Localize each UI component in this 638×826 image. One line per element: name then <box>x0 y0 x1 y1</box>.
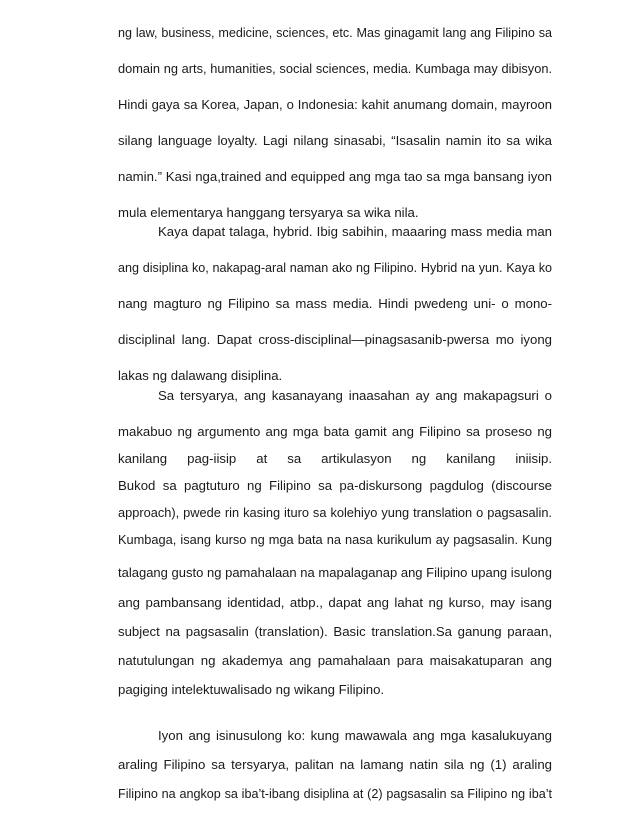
text-line: approach), pwede rin kasing ituro sa kolehiyo yung translation o pagsasalin. <box>118 505 552 520</box>
text-line: kanilang pag-iisip at sa artikulasyon ng kanilang iniisip. <box>118 451 552 466</box>
text-line: disciplinal lang. Dapat cross-disciplinal—pinagsasanib-pwersa mo iyong <box>118 332 552 347</box>
text-line: silang language loyalty. Lagi nilang sinasabi, “Isasalin namin ito sa wika <box>118 133 552 148</box>
text-line: natutulungan ng akademya ang pamahalaan para maisakatuparan ang <box>118 653 552 668</box>
text-line: namin.” Kasi nga,trained and equipped ang mga tao sa mga bansang iyon <box>118 169 552 184</box>
text-line: ng law, business, medicine, sciences, etc. Mas ginagamit lang ang Filipino sa <box>118 26 552 40</box>
text-line: subject na pagsasalin (translation). Basic translation.Sa ganung paraan, <box>118 624 552 639</box>
text-line: araling Filipino sa tersyarya, palitan na lamang natin sila ng (1) araling <box>118 757 552 772</box>
text-line: Kaya dapat talaga, hybrid. Ibig sabihin, maaaring mass media man <box>158 224 552 239</box>
text-line: lakas ng dalawang disiplina. <box>118 368 283 383</box>
text-line: nang magturo ng Filipino sa mass media. Hindi pwedeng uni- o mono- <box>118 296 552 311</box>
text-line: Iyon ang isinusulong ko: kung mawawala ang mga kasalukuyang <box>158 728 552 743</box>
text-line: domain ng arts, humanities, social sciences, media. Kumbaga may dibisyon. <box>118 61 552 76</box>
text-line: ang pambansang identidad, atbp., dapat ang lahat ng kurso, may isang <box>118 595 552 610</box>
text-line: Filipino na angkop sa iba’t-ibang disiplina at (2) pagsasalin sa Filipino ng iba’t <box>118 787 552 801</box>
text-line: Bukod sa pagtuturo ng Filipino sa pa-diskursong pagdulog (discourse <box>118 478 552 493</box>
text-line: Sa tersyarya, ang kasanayang inaasahan ay ang makapagsuri o <box>158 388 552 403</box>
text-line: pagiging intelektuwalisado ng wikang Filipino. <box>118 682 385 697</box>
text-line: Hindi gaya sa Korea, Japan, o Indonesia: kahit anumang domain, mayroon <box>118 97 552 112</box>
text-line: ang disiplina ko, nakapag-aral naman ako ng Filipino. Hybrid na yun. Kaya ko <box>118 261 552 275</box>
text-line: Kumbaga, isang kurso ng mga bata na nasa kurikulum ay pagsasalin. Kung <box>118 532 552 547</box>
text-line: makabuo ng argumento ang mga bata gamit ang Filipino sa proseso ng <box>118 424 552 439</box>
text-line: talagang gusto ng pamahalaan na mapalaganap ang Filipino upang isulong <box>118 565 552 580</box>
text-line: mula elementarya hanggang tersyarya sa wika nila. <box>118 205 419 220</box>
